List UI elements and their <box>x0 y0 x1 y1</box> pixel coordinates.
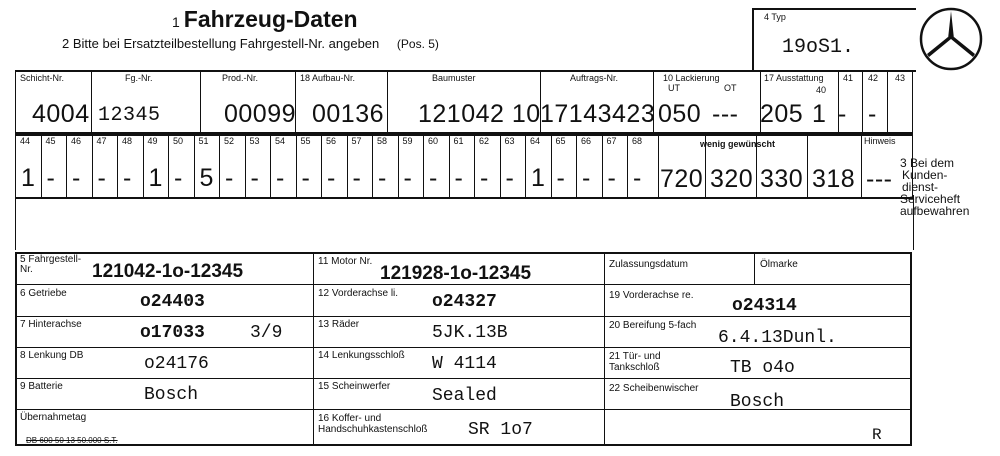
batterie-value: Bosch <box>144 385 199 405</box>
bereifung-value: 6.4.13Dunl. <box>718 328 837 348</box>
form-title <box>172 6 358 33</box>
mid-cell-divider <box>658 134 659 197</box>
mid-cell <box>372 134 373 197</box>
motor-label: 11 Motor Nr. <box>318 256 373 267</box>
hinweis-label: Hinweis <box>864 136 896 146</box>
typ-box <box>752 8 916 72</box>
mid-cell-number: 54 <box>275 136 286 146</box>
fahrgestell-value: 121042-1o-12345 <box>92 261 244 282</box>
mid-cell-number: 65 <box>555 136 566 146</box>
mid-cell-number: 53 <box>249 136 260 146</box>
vorderachse-re-label: 19 Vorderachse re. <box>609 290 694 301</box>
fahrgestell-label: 5 Fahrgestell-Nr. <box>20 254 82 275</box>
mid-cell <box>41 134 42 197</box>
mid-cell-value: - <box>403 164 413 192</box>
title-text: Fahrzeug-Daten <box>183 6 358 32</box>
wish-value-1: 720 <box>660 165 704 193</box>
wish-value-4: 318 <box>812 165 856 193</box>
mid-cell-value: - <box>225 164 234 192</box>
wish-value-3: 330 <box>760 165 804 193</box>
mid-cell-value: - <box>250 164 260 192</box>
mid-cell-number: 61 <box>453 136 464 146</box>
lack-ut-value: 050 <box>658 100 702 128</box>
prod-value: 00099 <box>224 100 297 128</box>
ot-label: OT <box>724 83 737 93</box>
hinterachse-label: 7 Hinterachse <box>20 319 82 330</box>
aufbau-label: 18 Aufbau-Nr. <box>300 73 356 83</box>
bereifung-label: 20 Bereifung 5-fach <box>609 320 697 331</box>
mid-cell-number: 58 <box>377 136 388 146</box>
footer-code: DB 600 50 13 50.000 S.T. <box>26 436 118 445</box>
raeder-label: 13 Räder <box>318 319 360 330</box>
getriebe-value: o24403 <box>140 292 205 312</box>
mid-cell-number: 66 <box>581 136 592 146</box>
corner-mark: R <box>872 426 882 444</box>
mid-cell-number: 55 <box>300 136 311 146</box>
mid-cell <box>66 134 67 197</box>
service-note-line: Kunden- <box>902 168 948 182</box>
mid-cell-number: 60 <box>428 136 439 146</box>
mid-cell <box>270 134 271 197</box>
tankschloss-value: TB o4o <box>730 358 795 378</box>
mid-cell-number: 51 <box>198 136 209 146</box>
service-note-line: dienst- <box>902 180 939 194</box>
mid-cell <box>551 134 552 197</box>
scheibenwischer-label: 22 Scheibenwischer <box>609 383 699 394</box>
mid-cell-number: 67 <box>606 136 617 146</box>
mid-cell-value: - <box>378 164 387 192</box>
hinterachse-value: o17033 <box>140 323 205 343</box>
scheinwerfer-value: Sealed <box>432 386 497 406</box>
mid-cell <box>423 134 424 197</box>
mid-cell-value: - <box>429 164 438 192</box>
mid-cell <box>474 134 475 197</box>
lack-ot-value: --- <box>712 100 739 128</box>
ut-label: UT <box>668 83 680 93</box>
mid-cell-value: - <box>352 164 362 192</box>
lenkungsschloss-value: W 4114 <box>432 354 497 374</box>
lenkung-value: o24176 <box>144 354 209 374</box>
mid-cell <box>117 134 118 197</box>
mid-cell-number: 45 <box>45 136 56 146</box>
prod-label: Prod.-Nr. <box>222 73 259 83</box>
mid-cell <box>168 134 169 197</box>
mid-cell-value: 5 <box>199 164 214 192</box>
subtitle-text: Bitte bei Ersatzteilbestellung Fahrgestell-Nr. angeben <box>72 36 380 51</box>
mid-cell <box>15 134 16 197</box>
mid-cell-value: - <box>607 164 617 192</box>
vorderachse-li-value: o24327 <box>432 292 497 312</box>
mid-cell-number: 49 <box>147 136 158 146</box>
mid-cell-value: - <box>633 164 642 192</box>
mid-cell <box>219 134 220 197</box>
mid-cell-divider <box>807 134 808 197</box>
mid-cell-number: 47 <box>96 136 107 146</box>
uebernahmetag-label: Übernahmetag <box>20 412 87 423</box>
zulassung-label: Zulassungsdatum <box>609 259 688 270</box>
mid-cell-value: 1 <box>148 164 163 192</box>
lackierung-label: 10 Lackierung <box>663 73 720 83</box>
field-41-value: - <box>838 100 847 128</box>
field-43-label: 43 <box>895 73 906 83</box>
mid-cell-value: - <box>97 164 107 192</box>
blank-row <box>15 195 914 250</box>
motor-value: 121928-1o-12345 <box>380 263 532 284</box>
mercedes-star-logo <box>918 6 984 72</box>
typ-label: 4 Typ <box>764 12 786 22</box>
mid-cell-number: 56 <box>326 136 337 146</box>
hinterachse-extra: 3/9 <box>250 323 283 343</box>
mid-cell-value: - <box>123 164 132 192</box>
raeder-value: 5JK.13B <box>432 323 508 343</box>
tankschloss-label: 21 Tür- und Tankschloß <box>609 351 661 373</box>
mid-cell <box>347 134 348 197</box>
hinweis-value: --- <box>866 165 893 193</box>
mid-cell <box>602 134 603 197</box>
baumuster-label: Baumuster <box>432 73 476 83</box>
mid-cell-number: 63 <box>504 136 515 146</box>
scheibenwischer-value: Bosch <box>730 392 785 412</box>
field-42-label: 42 <box>868 73 879 83</box>
mid-cell-value: - <box>174 164 183 192</box>
mid-cell-value: - <box>454 164 464 192</box>
title-number: 1 <box>172 14 180 30</box>
service-note-line: aufbewahren <box>900 204 970 218</box>
getriebe-label: 6 Getriebe <box>20 288 67 299</box>
mid-cell <box>143 134 144 197</box>
mid-cell-divider <box>861 134 862 197</box>
mid-cell-number: 62 <box>479 136 490 146</box>
mid-cell-number: 64 <box>530 136 541 146</box>
wish-label: wenig gewünscht <box>700 139 776 149</box>
mid-cell-value: - <box>480 164 489 192</box>
mid-cell-number: 44 <box>20 136 31 146</box>
mid-cell-value: 1 <box>531 164 546 192</box>
batterie-label: 9 Batterie <box>20 381 63 392</box>
field-40-value: 1 <box>812 100 827 128</box>
ausstattung-label: 17 Ausstattung <box>764 73 824 83</box>
lenkung-label: 8 Lenkung DB <box>20 350 84 361</box>
mid-cell <box>449 134 450 197</box>
mid-cell-value: - <box>556 164 566 192</box>
service-note-line: Serviceheft <box>900 192 961 206</box>
mid-cell-value: - <box>46 164 56 192</box>
fg-label: Fg.-Nr. <box>125 73 153 83</box>
mid-cell-value: - <box>582 164 591 192</box>
vorderachse-li-label: 12 Vorderachse li. <box>318 288 399 299</box>
mid-cell <box>500 134 501 197</box>
mid-cell <box>245 134 246 197</box>
mid-cell-value: - <box>327 164 336 192</box>
field-42-value: - <box>868 100 877 128</box>
mid-cell-number: 52 <box>224 136 235 146</box>
aufbau-value: 00136 <box>312 100 385 128</box>
mid-cell <box>92 134 93 197</box>
fg-value: 12345 <box>98 104 161 127</box>
mid-cell-value: - <box>72 164 81 192</box>
mid-cell <box>576 134 577 197</box>
mid-cell-value: 1 <box>21 164 36 192</box>
mid-cell-number: 46 <box>71 136 82 146</box>
lenkungsschloss-label: 14 Lenkungsschloß <box>318 350 405 361</box>
baumuster-value: 121042 10 <box>418 100 541 128</box>
mid-cell-number: 50 <box>173 136 184 146</box>
subtitle-pos: (Pos. 5) <box>396 37 439 51</box>
mid-cell-number: 59 <box>402 136 413 146</box>
mid-cell <box>525 134 526 197</box>
auftrag-label: Auftrags-Nr. <box>570 73 619 83</box>
mid-cell-value: - <box>301 164 311 192</box>
ausstattung-value: 205 <box>760 100 804 128</box>
mid-cell <box>194 134 195 197</box>
oelmarke-label: Ölmarke <box>760 259 798 270</box>
field-40-label: 40 <box>816 85 827 95</box>
mid-cell-value: - <box>505 164 515 192</box>
wish-value-2: 320 <box>710 165 754 193</box>
mid-cell-number: 68 <box>632 136 643 146</box>
mid-cell-number: 57 <box>351 136 362 146</box>
mid-cell <box>627 134 628 197</box>
typ-value: 19oS1. <box>782 36 855 59</box>
auftrag-value: 17143423 <box>540 100 656 128</box>
kofferschloss-label: 16 Koffer- und Handschuhkastenschloß <box>318 413 428 435</box>
subtitle-number: 2 <box>62 36 70 51</box>
schicht-label: Schicht-Nr. <box>20 73 65 83</box>
vorderachse-re-value: o24314 <box>732 296 797 316</box>
mid-cell-number: 48 <box>122 136 133 146</box>
mid-cell <box>398 134 399 197</box>
mid-cell <box>321 134 322 197</box>
field-41-label: 41 <box>843 73 854 83</box>
mid-cell-value: - <box>276 164 285 192</box>
kofferschloss-value: SR 1o7 <box>468 420 533 440</box>
schicht-value: 4004 <box>32 100 90 128</box>
service-note-line: 3 Bei dem <box>900 156 955 170</box>
mid-cell <box>296 134 297 197</box>
scheinwerfer-label: 15 Scheinwerfer <box>318 381 391 392</box>
form-subtitle <box>62 36 439 51</box>
